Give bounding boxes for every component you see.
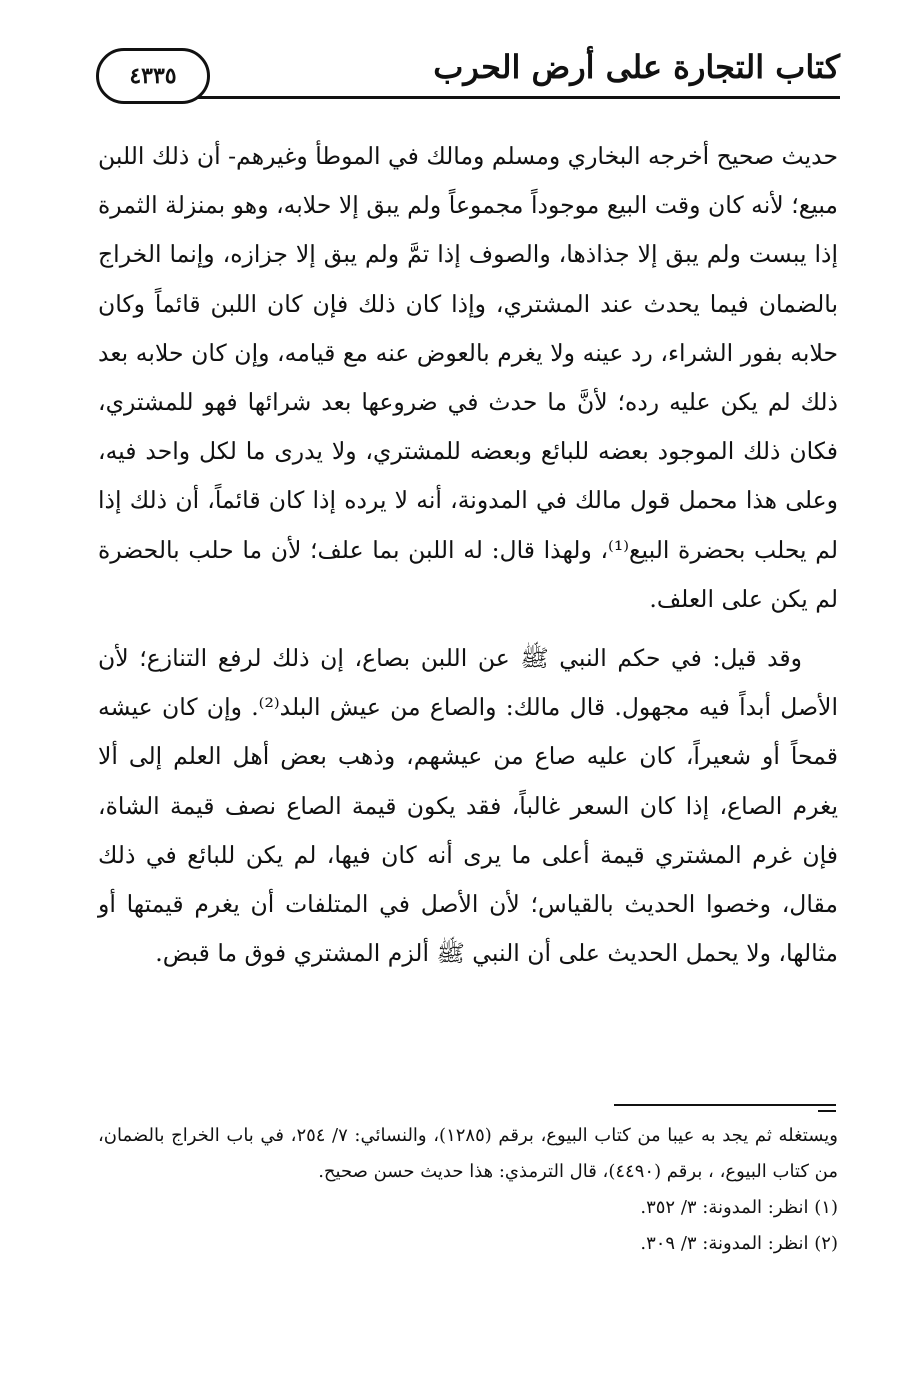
footnote-continuation: ويستغله ثم يجد به عيبا من كتاب البيوع، برقم (١٢٨٥)، والنسائي: ٧/ ٢٥٤، في باب الخراج بالضمان، من كتاب البيوع، ، برقم (٤٤٩٠)، قال الترمذي: هذا حديث حسن صحيح. — [98, 1125, 838, 1182]
footnote-continuation-mark — [818, 1110, 836, 1112]
footnotes — [98, 1118, 838, 1262]
footnote-1: (١) انظر: المدونة: ٣/ ٣٥٢. — [640, 1197, 838, 1218]
main-text — [98, 132, 838, 978]
header-rule — [188, 96, 840, 99]
footnote-separator — [614, 1104, 836, 1106]
running-title: كتاب التجارة على أرض الحرب — [433, 48, 840, 86]
page-header — [96, 40, 840, 106]
paragraph: وقد قيل: في حكم النبي ﷺ عن اللبن بصاع، إن ذلك لرفع التنازع؛ لأن الأصل أبداً فيه مجهول. قال مالك: والصاع من عيش البلد⁽²⁾. وإن كان عيشه قمحاً أو شعيراً، كان عليه صاع من عيشهم، وذهب بعض أهل العلم إلى ألا يغرم الصاع، إذا كان السعر غالباً، فقد يكون قيمة الصاع نصف قيمة الشاة، فإن غرم المشتري قيمة أعلى ما يرى أنه كان فيها، لم يكن للبائع في ذلك مقال، وخصوا الحديث بالقياس؛ لأن الأصل في المتلفات أن يغرم قيمتها أو مثالها، ولا يحمل الحديث على أن النبي ﷺ ألزم المشتري فوق ما قبض. — [98, 644, 838, 968]
page-number: ٤٣٣٥ — [96, 48, 210, 104]
paragraph: حديث صحيح أخرجه البخاري ومسلم ومالك في الموطأ وغيرهم- أن ذلك اللبن مبيع؛ لأنه كان وقت البيع موجوداً مجموعاً ولم يبق إلا حلابه، وهو بمنزلة الثمرة إذا يبست ولم يبق إلا جذاذها، والصوف إذا تمَّ ولم يبق إلا جزازه، وإنما الخراج بالضمان فيما يحدث عند المشتري، وإذا كان ذلك فإن كان اللبن قائماً وكان حلابه بفور الشراء، رد عينه ولا يغرم بالعوض عنه مع قيامه، وإن كان حلابه بعد ذلك لم يكن عليه رده؛ لأنَّ ما حدث في ضروعها بعد شرائها فهو للمشتري، فكان ذلك الموجود بعضه للبائع وبعضه للمشتري، ولا يدرى ما لكل واحد فيه، وعلى هذا محمل قول مالك في المدونة، أنه لا يرده إذا كان قائماً، أن ذلك إذا لم يحلب بحضرة البيع⁽¹⁾، ولهذا قال: له اللبن بما علف؛ لأن ما حلب بالحضرة لم يكن على العلف. — [98, 142, 839, 613]
footnote-2: (٢) انظر: المدونة: ٣/ ٣٠٩. — [640, 1233, 838, 1254]
